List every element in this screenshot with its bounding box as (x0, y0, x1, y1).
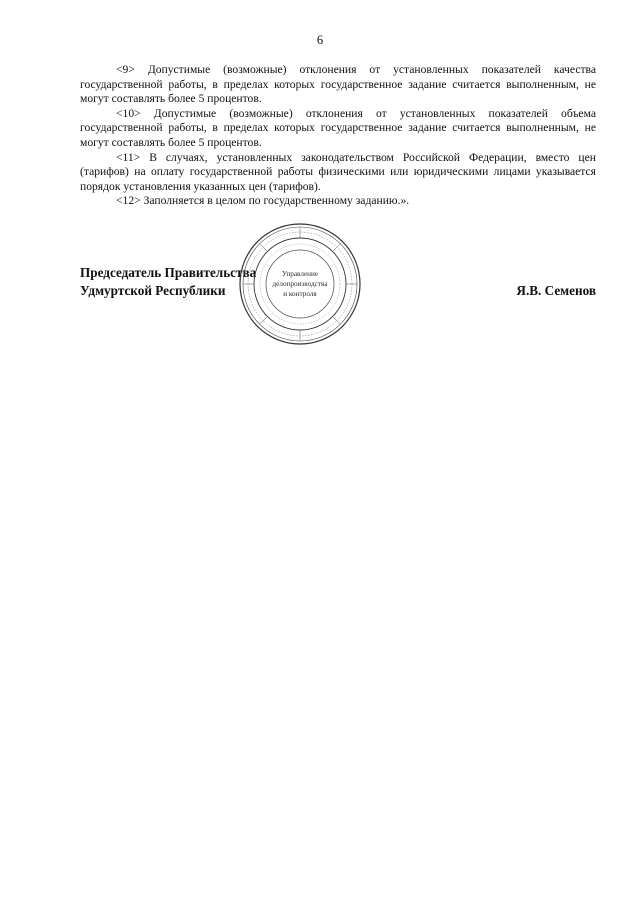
signatory-name: Я.В. Семенов (516, 283, 596, 298)
footnote-10: <10> Допустимые (возможные) отклонения от установленных показателей объема государственной работы, в пределах которых государственное задание считается выполненным, не могут составлять более 5 процентов. (80, 106, 596, 149)
footnote-12: <12> Заполняется в целом по государственному заданию.». (116, 194, 410, 208)
seal-inner-line-3: и контроля (283, 290, 317, 298)
seal-inner-line-2: делопроизводства (272, 280, 328, 288)
footnote-9: <9> Допустимые (возможные) отклонения от установленных показателей качества государственной работы, в пределах которых государственное задание считается выполненным, не могут составлять более 5 процентов. (80, 63, 596, 106)
signatory-title-line-2: Удмуртской Республики (80, 283, 226, 298)
seal-stamp-graphic (238, 222, 362, 346)
signatory-title (80, 264, 256, 300)
signatory-title-line-1: Председатель Правительства (80, 265, 257, 280)
official-seal (238, 222, 362, 346)
footnotes (80, 63, 596, 209)
seal-inner-line-1: Управление (281, 270, 319, 278)
page-number: 6 (316, 33, 324, 47)
footnote-11: <11> В случаях, установленных законодательством Российской Федерации, вместо цен (тарифов) на оплату государственной работы физическими или юридическими лицами указывается порядок установления указанных цен (тарифов). (80, 150, 596, 193)
